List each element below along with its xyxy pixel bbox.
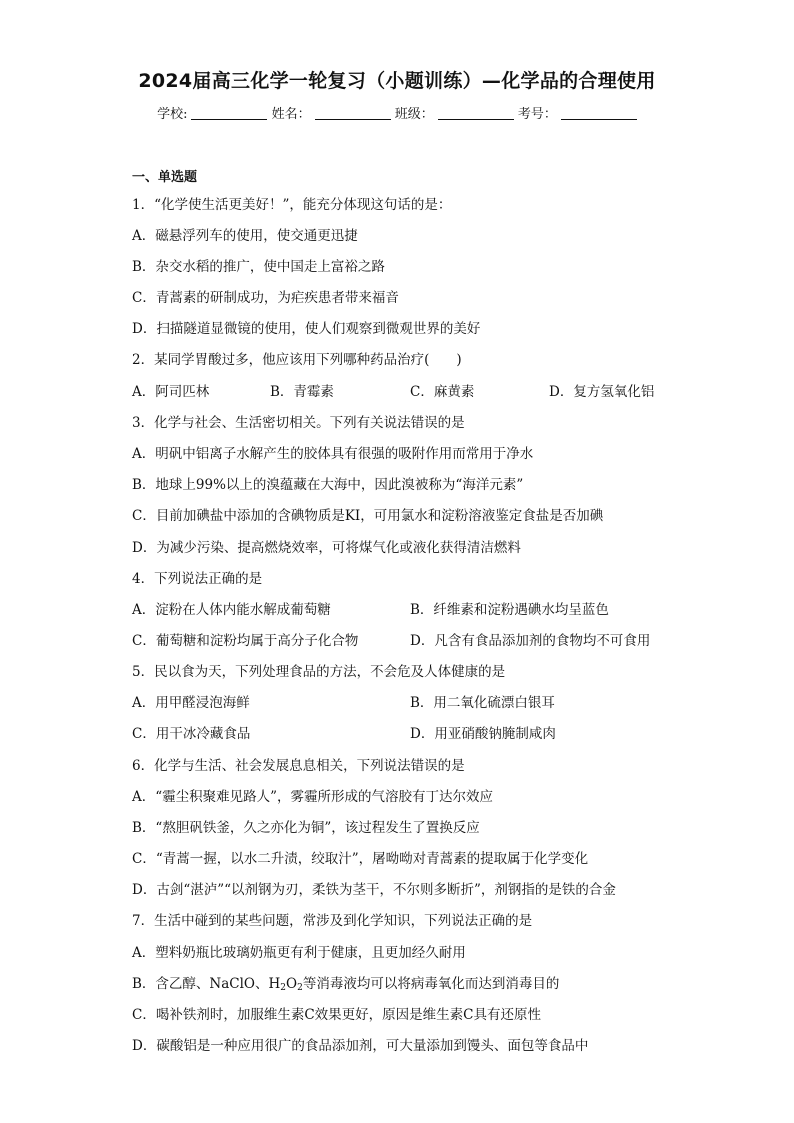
school-blank (191, 107, 267, 120)
class-blank (438, 107, 514, 120)
question-stem: 2．某同学胃酸过多，他应该用下列哪种药品治疗( ) (132, 352, 462, 368)
option: B．纤维素和淀粉遇碘水均呈蓝色 (410, 602, 609, 618)
option: C．“青蒿一握，以水二升渍，绞取汁”，屠呦呦对青蒿素的提取属于化学变化 (132, 851, 589, 867)
option: A．塑料奶瓶比玻璃奶瓶更有利于健康，且更加经久耐用 (132, 945, 466, 961)
subscript: 2 (280, 983, 287, 993)
option: D．复方氢氧化铝 (549, 384, 655, 400)
option: D．扫描隧道显微镜的使用，使人们观察到微观世界的美好 (132, 321, 481, 337)
question-stem: 3．化学与社会、生活密切相关。下列有关说法错误的是 (132, 415, 465, 431)
option: A．“霾尘积聚难见路人”，雾霾所形成的气溶胶有丁达尔效应 (132, 789, 494, 805)
section-heading: 一、单选题 (132, 170, 198, 185)
number-label: 考号： (517, 107, 557, 122)
option: D．用亚硝酸钠腌制咸肉 (410, 726, 556, 742)
option: A．用甲醛浸泡海鲜 (132, 695, 250, 711)
option: D．古剑“湛泸”“以剂钢为刃，柔铁为茎干，不尔则多断折”，剂钢指的是铁的合金 (132, 882, 616, 898)
option: B．青霉素 (270, 384, 334, 400)
option: B．杂交水稻的推广，使中国走上富裕之路 (132, 259, 385, 275)
option-b-mid: O (286, 976, 298, 992)
option: B．地球上99%以上的溴蕴藏在大海中，因此溴被称为“海洋元素” (132, 477, 524, 493)
number-blank (561, 107, 637, 120)
question-stem: 7．生活中碰到的某些问题，常涉及到化学知识，下列说法正确的是 (132, 913, 533, 929)
question-stem: 1．“化学使生活更美好！”，能充分体现这句话的是： (132, 197, 452, 213)
name-label: 姓名： (271, 107, 311, 122)
name-blank (315, 107, 391, 120)
student-info-row (0, 103, 794, 122)
option: B．“熬胆矾铁釜，久之亦化为铜”，该过程发生了置换反应 (132, 820, 480, 836)
question-stem: 4．下列说法正确的是 (132, 571, 263, 587)
option: A．阿司匹林 (132, 384, 210, 400)
option: A．淀粉在人体内能水解成葡萄糖 (132, 602, 331, 618)
option: D．为减少污染、提高燃烧效率，可将煤气化或液化获得清洁燃料 (132, 540, 521, 556)
question-stem: 6．化学与生活、社会发展息息相关，下列说法错误的是 (132, 758, 465, 774)
option: A．磁悬浮列车的使用，使交通更迅捷 (132, 228, 358, 244)
class-label: 班级： (394, 107, 434, 122)
option: C．麻黄素 (410, 384, 475, 400)
option: D．凡含有食品添加剂的食物均不可食用 (410, 633, 651, 649)
option-b-tail: 等消毒液均可以将病毒氧化而达到消毒目的 (302, 976, 560, 992)
option: A．明矾中铝离子水解产生的胶体具有很强的吸附作用而常用于净水 (132, 446, 534, 462)
option: C．喝补铁剂时，加服维生素C效果更好，原因是维生素C具有还原性 (132, 1007, 541, 1023)
page-title: 2024届高三化学一轮复习（小题训练）—化学品的合理使用 (138, 70, 656, 92)
option: C．目前加碘盐中添加的含碘物质是KI，可用氯水和淀粉溶液鉴定食盐是否加碘 (132, 508, 604, 524)
school-label: 学校: (157, 107, 188, 122)
option: D．碳酸铝是一种应用很广的食品添加剂，可大量添加到馒头、面包等食品中 (132, 1038, 589, 1054)
option: C．葡萄糖和淀粉均属于高分子化合物 (132, 633, 359, 649)
option: C．青蒿素的研制成功，为疟疾患者带来福音 (132, 290, 399, 306)
option: B．用二氧化硫漂白银耳 (410, 695, 555, 711)
question-stem: 5．民以食为天，下列处理食品的方法，不会危及人体健康的是 (132, 664, 506, 680)
subscript: 2 (297, 983, 303, 993)
option: C．用干冰冷藏食品 (132, 726, 251, 742)
option (132, 972, 559, 993)
option-b-head: B．含乙醇、NaClO、H (132, 976, 281, 992)
